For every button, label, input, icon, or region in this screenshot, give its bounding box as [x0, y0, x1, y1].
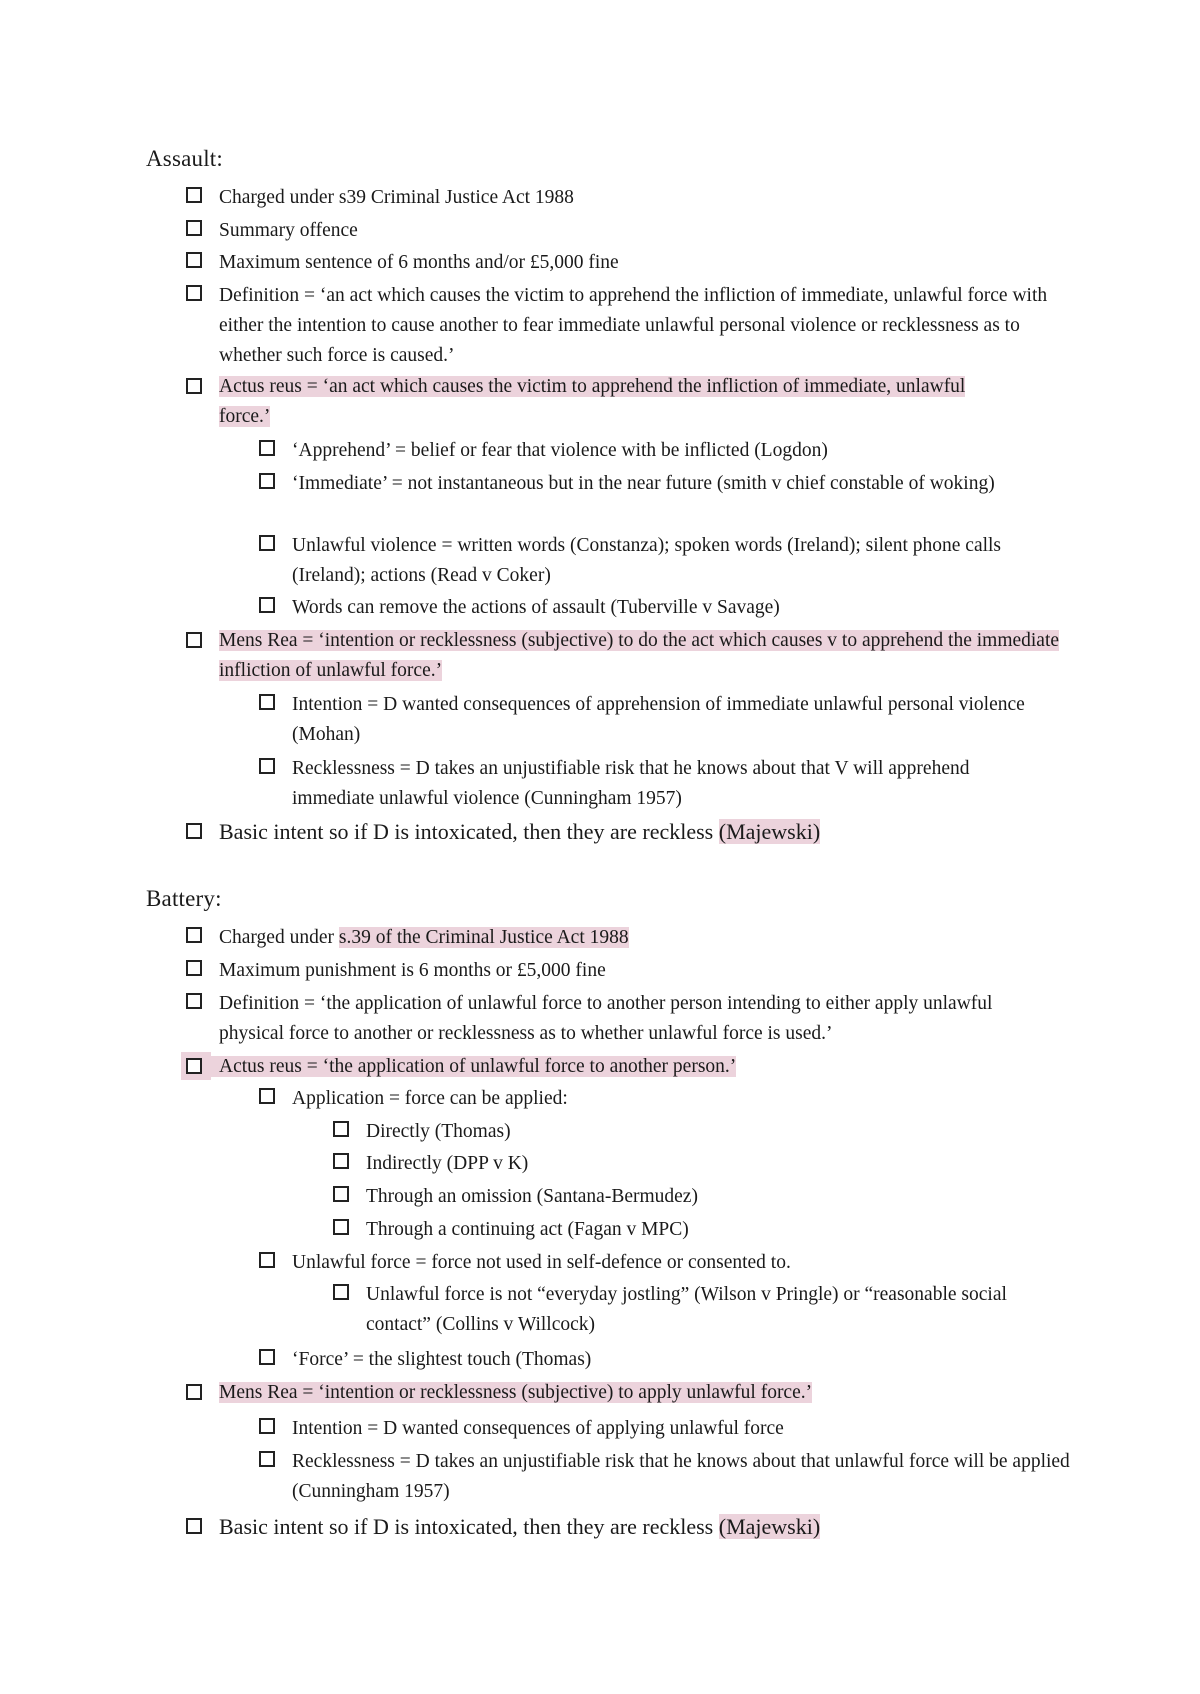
checkbox[interactable] — [259, 473, 275, 489]
checkbox[interactable] — [259, 694, 275, 710]
checkbox[interactable] — [259, 535, 275, 551]
checkbox[interactable] — [186, 1518, 202, 1534]
checkbox[interactable] — [186, 220, 202, 236]
list-item: Maximum punishment is 6 months or £5,000 fine — [219, 960, 606, 981]
checkbox[interactable] — [333, 1219, 349, 1235]
checkbox[interactable] — [259, 1088, 275, 1104]
checkbox[interactable] — [186, 285, 202, 301]
list-item: Definition = ‘an act which causes the victim to apprehend the infliction of immediate, unlawful force with either the intention to cause another to fear immediate unlawful personal violence or recklessness as to whether such force is caused.’ — [219, 285, 1048, 366]
checkbox[interactable] — [333, 1284, 349, 1300]
list-item: Charged under s.39 of the Criminal Justice Act 1988 — [219, 927, 629, 948]
checkbox[interactable] — [333, 1153, 349, 1169]
checkbox[interactable] — [186, 187, 202, 203]
checkbox[interactable] — [186, 823, 202, 839]
list-item: Recklessness = D takes an unjustifiable risk that he knows about that unlawful force will be applied (Cunningham 1957) — [292, 1451, 1070, 1502]
list-item: Basic intent so if D is intoxicated, then they are reckless (Majewski) — [219, 1514, 821, 1539]
checkbox[interactable] — [259, 1451, 275, 1467]
checkbox[interactable] — [186, 960, 202, 976]
checkbox[interactable] — [259, 1349, 275, 1365]
list-item: ‘Force’ = the slightest touch (Thomas) — [292, 1349, 592, 1370]
section-heading-assault: Assault: — [146, 146, 223, 171]
list-item: Maximum sentence of 6 months and/or £5,000 fine — [219, 252, 619, 273]
list-item: Words can remove the actions of assault (Tuberville v Savage) — [292, 597, 780, 618]
list-item: Intention = D wanted consequences of applying unlawful force — [292, 1418, 784, 1439]
checkbox[interactable] — [186, 993, 202, 1009]
list-item: ‘Apprehend’ = belief or fear that violence with be inflicted (Logdon) — [292, 440, 828, 461]
list-item-highlighted: Actus reus = ‘an act which causes the victim to apprehend the infliction of immediate, unlawful force.’ — [219, 376, 966, 427]
list-item: Directly (Thomas) — [366, 1121, 511, 1142]
list-item-highlighted: Mens Rea = ‘intention or recklessness (subjective) to do the act which causes v to apprehend the immediate infliction of unlawful force.’ — [219, 630, 1060, 681]
checkbox[interactable] — [333, 1121, 349, 1137]
checkbox[interactable] — [186, 1058, 202, 1074]
checkbox[interactable] — [259, 1252, 275, 1268]
list-item: Summary offence — [219, 220, 358, 241]
list-item: Unlawful force = force not used in self-defence or consented to. — [292, 1252, 791, 1273]
list-item: ‘Immediate’ = not instantaneous but in the near future (smith v chief constable of woking) — [292, 473, 995, 494]
list-item-highlighted: Actus reus = ‘the application of unlawful force to another person.’ — [211, 1052, 1091, 1082]
checkbox[interactable] — [186, 632, 202, 648]
section-heading-battery: Battery: — [146, 886, 222, 911]
checkbox[interactable] — [333, 1186, 349, 1202]
checkbox[interactable] — [186, 1384, 202, 1400]
list-item: Definition = ‘the application of unlawful force to another person intending to either apply unlawful physical force to another or recklessness as to whether unlawful force is used.’ — [219, 993, 993, 1044]
list-item: Intention = D wanted consequences of apprehension of immediate unlawful personal violence (Mohan) — [292, 694, 1025, 745]
checkbox[interactable] — [259, 440, 275, 456]
list-item: Unlawful force is not “everyday jostling” (Wilson v Pringle) or “reasonable social contact” (Collins v Willcock) — [366, 1284, 1007, 1335]
list-item: Through an omission (Santana-Bermudez) — [366, 1186, 698, 1207]
checkbox[interactable] — [186, 378, 202, 394]
list-item: Recklessness = D takes an unjustifiable risk that he knows about that V will apprehend immediate unlawful violence (Cunningham 1957) — [292, 758, 970, 809]
list-item: Basic intent so if D is intoxicated, then they are reckless (Majewski) — [219, 819, 821, 844]
list-item: Indirectly (DPP v K) — [366, 1153, 529, 1174]
checkbox[interactable] — [259, 1418, 275, 1434]
checkbox[interactable] — [259, 597, 275, 613]
list-item: Application = force can be applied: — [292, 1088, 568, 1109]
checkbox[interactable] — [186, 927, 202, 943]
list-item: Unlawful violence = written words (Constanza); spoken words (Ireland); silent phone calls (Ireland); actions (Read v Coker) — [292, 535, 1002, 586]
list-item: Through a continuing act (Fagan v MPC) — [366, 1219, 689, 1240]
list-item-highlighted: Mens Rea = ‘intention or recklessness (subjective) to apply unlawful force.’ — [219, 1382, 813, 1403]
list-item: Charged under s39 Criminal Justice Act 1988 — [219, 187, 574, 208]
checkbox[interactable] — [259, 758, 275, 774]
checkbox[interactable] — [186, 252, 202, 268]
